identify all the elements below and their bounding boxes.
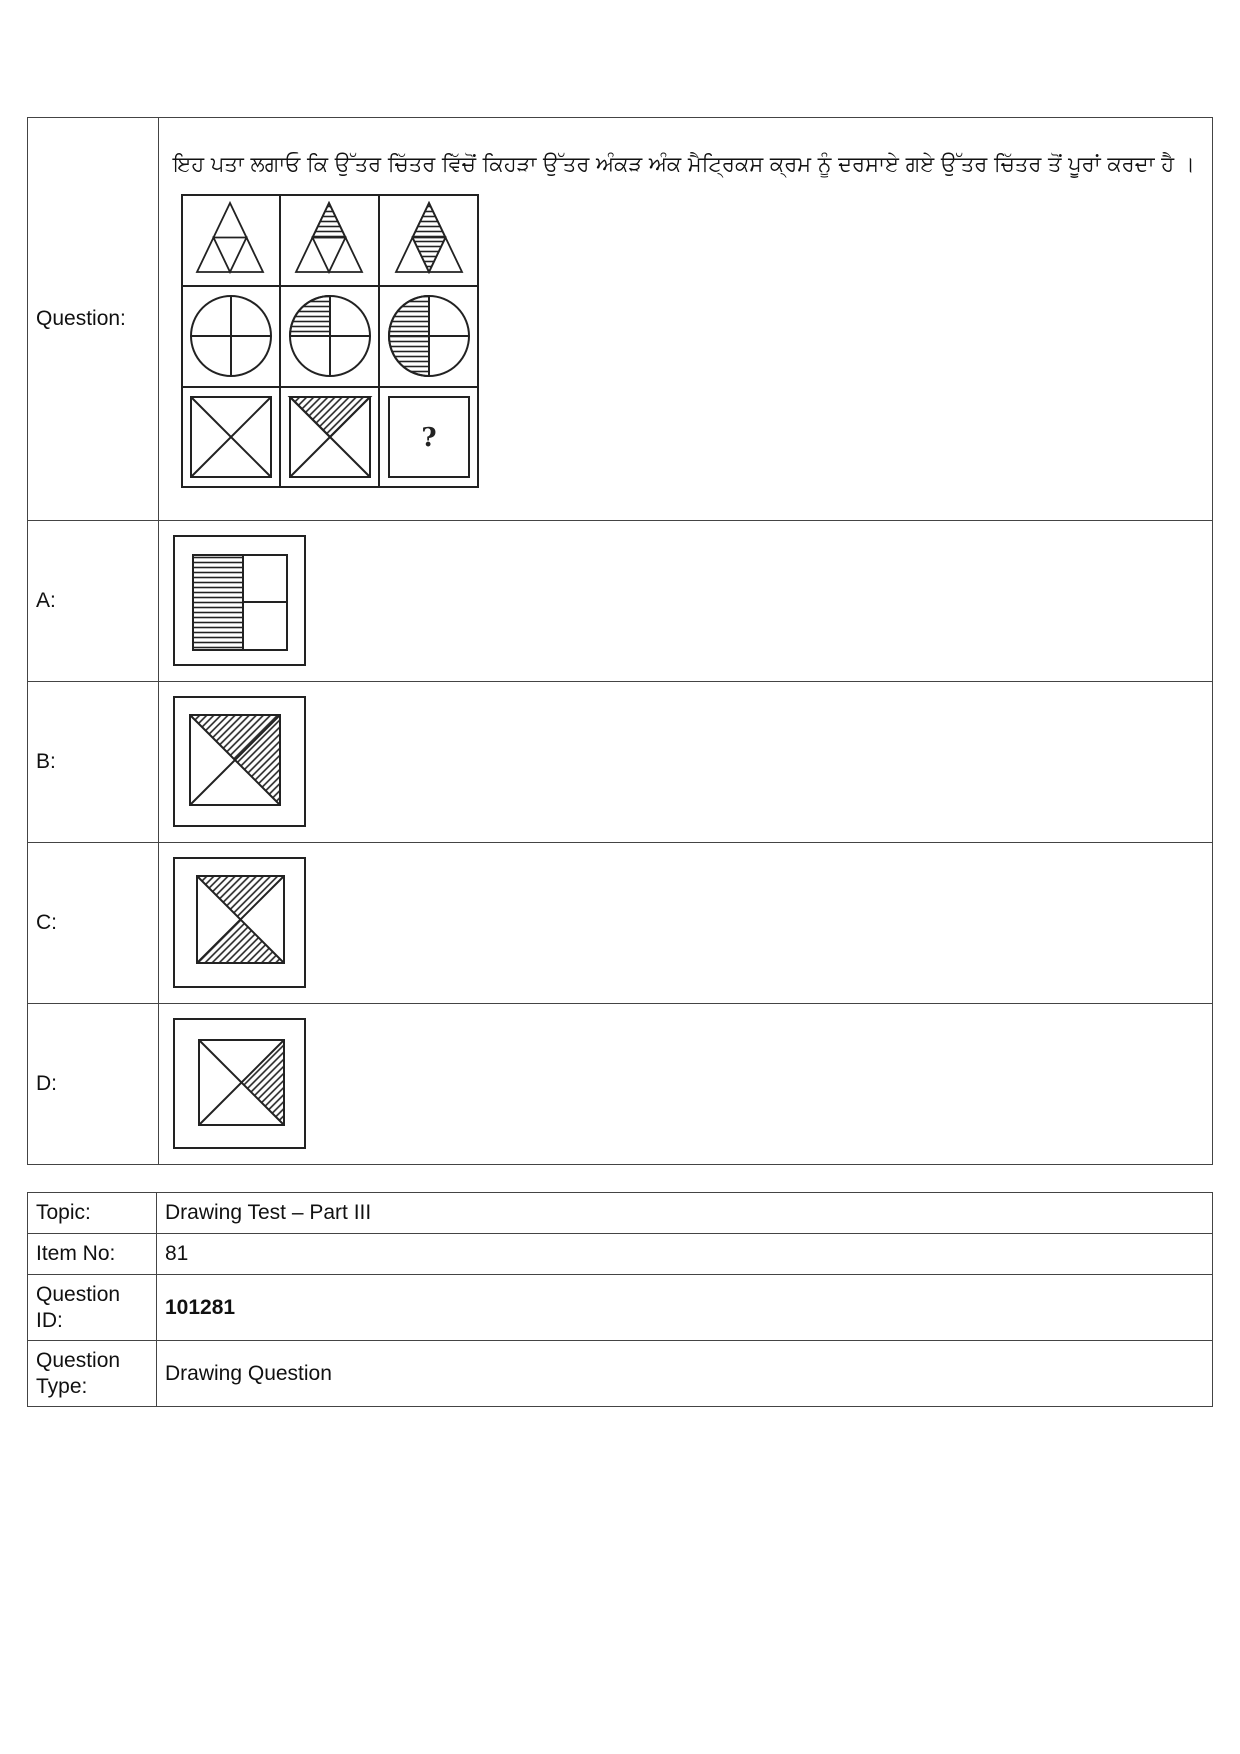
option-b-figure[interactable] (173, 696, 307, 828)
matrix-cell-circle-3 (389, 296, 469, 376)
matrix-cell-triangle-3 (396, 203, 462, 272)
question-type-label: Question Type: (28, 1341, 157, 1407)
missing-mark: ? (421, 422, 437, 453)
matrix-cell-square-1 (191, 397, 271, 477)
matrix-cell-circle-1 (191, 296, 271, 376)
option-row-b[interactable] (28, 682, 1213, 843)
figure-matrix (181, 194, 481, 490)
option-a-figure[interactable] (173, 535, 307, 667)
option-c-figure[interactable] (173, 857, 307, 989)
matrix-cell-square-2 (290, 397, 370, 477)
matrix-cell-triangle-1 (197, 203, 263, 272)
option-b-label: B: (28, 682, 159, 843)
question-cell (159, 118, 1213, 521)
option-row-c[interactable] (28, 843, 1213, 1004)
question-type-value: Drawing Question (157, 1341, 1213, 1407)
option-d-label: D: (28, 1004, 159, 1165)
question-id-label: Question ID: (28, 1275, 157, 1341)
meta-table (27, 1192, 1213, 1407)
option-a-label: A: (28, 521, 159, 682)
option-row-d[interactable] (28, 1004, 1213, 1165)
option-row-a[interactable] (28, 521, 1213, 682)
matrix-cell-triangle-2 (296, 203, 362, 272)
question-text: ਇਹ ਪਤਾ ਲਗਾਓ ਕਿ ਉੱਤਰ ਚਿੱਤਰ ਵਿੱਚੋਂ ਕਿਹੜਾ ਉੱਤਰ ਅੰਕੜ ਅੰਕ ਮੈਟ੍ਰਿਕਸ ਕ੍ਰਮ ਨੂੰ ਦਰਸਾਏ ਗਏ ਉੱਤਰ ਚਿੱਤਰ ਤੋਂ ਪੂਰਾਂ ਕਰਦਾ ਹੈ । (173, 151, 1195, 176)
option-c-label: C: (28, 843, 159, 1004)
question-label: Question: (28, 118, 159, 521)
topic-value: Drawing Test – Part III (157, 1193, 1213, 1234)
matrix-cell-circle-2 (290, 296, 370, 376)
item-no-label: Item No: (28, 1234, 157, 1275)
question-id-value: 101281 (157, 1275, 1213, 1341)
question-table (27, 117, 1213, 1165)
item-no-value: 81 (157, 1234, 1213, 1275)
matrix-cell-missing (389, 397, 469, 477)
option-d-figure[interactable] (173, 1018, 307, 1150)
topic-label: Topic: (28, 1193, 157, 1234)
